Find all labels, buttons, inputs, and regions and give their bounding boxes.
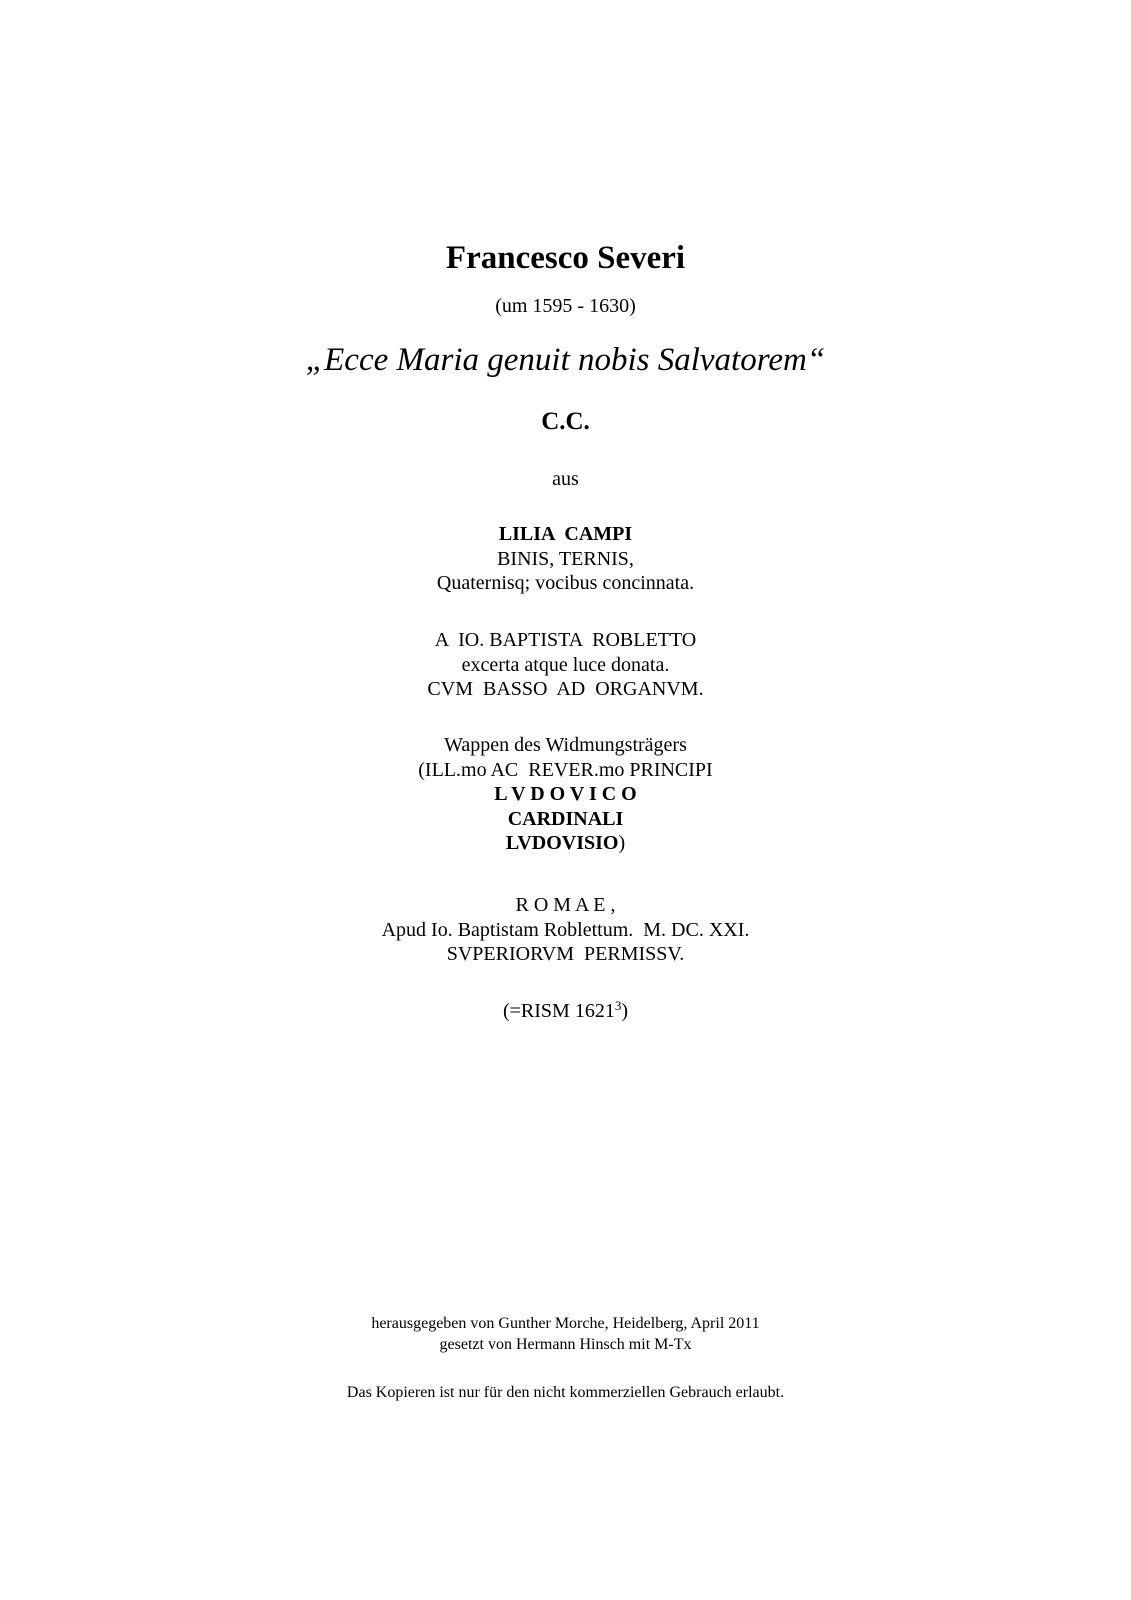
dedicatee-surname-line (0, 831, 1131, 856)
edition-credits (0, 1313, 1131, 1355)
dedication-block (0, 733, 1131, 856)
editor-line: CVM BASSO AD ORGANVM. (427, 678, 704, 700)
collection-line: BINIS, TERNIS, (497, 547, 634, 570)
dedicatee-name: L V D O V I C O (494, 783, 637, 805)
closing-parenthesis: ) (618, 832, 626, 854)
rism-prefix: (=RISM 1621 (502, 1000, 615, 1022)
collection-title-block (0, 522, 1131, 596)
typesetter-credit: gesetzt von Hermann Hinsch mit M-Tx (439, 1336, 692, 1353)
voicing: C.C. (541, 408, 590, 435)
dedication-line: Wappen des Widmungsträgers (444, 734, 687, 756)
editor-block (0, 628, 1131, 702)
composer-lifespan: (um 1595 - 1630) (495, 295, 636, 317)
rism-reference (0, 999, 1131, 1024)
copy-notice: Das Kopieren ist nur für den nicht kommerziellen Gebrauch erlaubt. (346, 1384, 785, 1401)
editor-line: A IO. BAPTISTA ROBLETTO (434, 629, 697, 651)
imprint-block (0, 893, 1131, 967)
rism-suffix: ) (621, 1000, 629, 1022)
imprint-permission: SVPERIORVM PERMISSV. (446, 943, 685, 965)
editor-line: excerta atque luce donata. (461, 653, 670, 676)
dedicatee-surname: LVDOVISIO (505, 832, 619, 854)
collection-title: LILIA CAMPI (498, 523, 633, 545)
dedication-line: (ILL.mo AC REVER.mo PRINCIPI (418, 758, 713, 781)
from-word: aus (552, 468, 579, 490)
composer-name: Francesco Severi (445, 240, 686, 276)
rism-superscript: 3 (614, 998, 622, 1013)
dedicatee-title: CARDINALI (507, 807, 624, 830)
collection-line: Quaternisq; vocibus concinnata. (436, 572, 695, 594)
imprint-publisher: Apud Io. Baptistam Roblettum. M. DC. XXI. (381, 918, 750, 941)
imprint-city: R O M A E , (515, 894, 616, 916)
editor-credit: herausgegeben von Gunther Morche, Heidelberg, April 2011 (371, 1315, 760, 1332)
work-title: „Ecce Maria genuit nobis Salvatorem“ (305, 342, 826, 378)
